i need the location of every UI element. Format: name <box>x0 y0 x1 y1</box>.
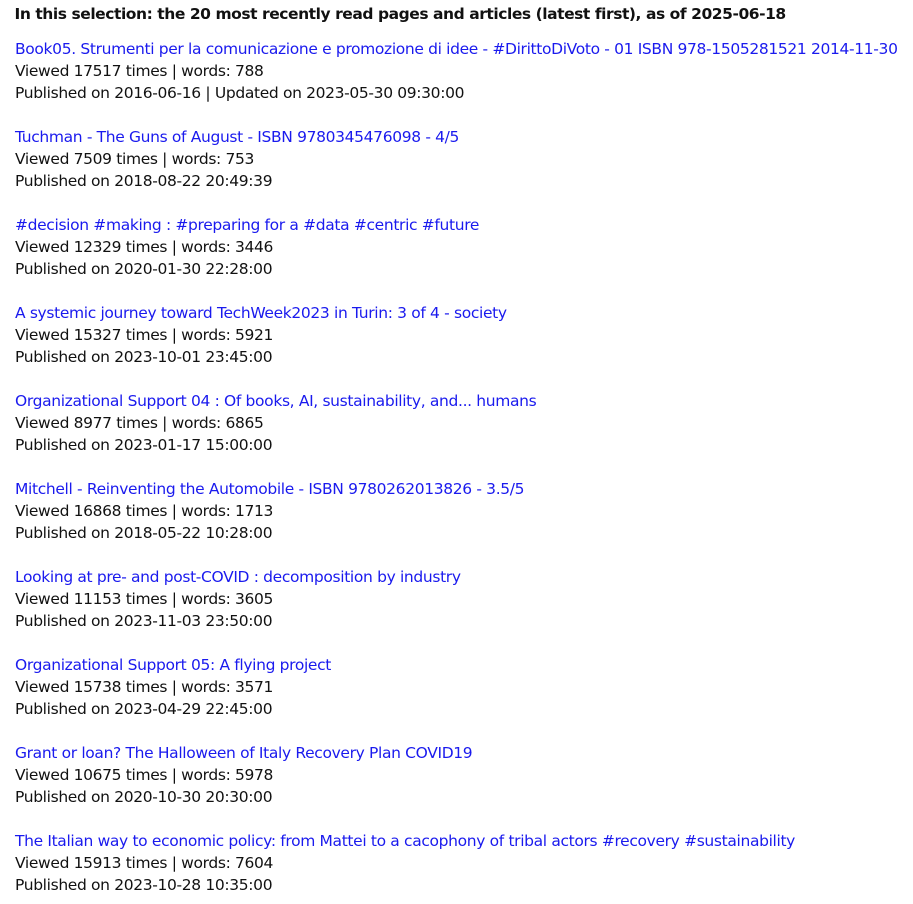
article-link[interactable]: A systemic journey toward TechWeek2023 in Turin: 3 of 4 - society <box>15 304 507 322</box>
article-stats: Viewed 15738 times | words: 3571 <box>15 678 274 696</box>
article-published: Published on 2018-05-22 10:28:00 <box>15 524 273 542</box>
article-entry <box>15 126 913 192</box>
article-link[interactable]: Looking at pre- and post-COVID : decomposition by industry <box>15 568 461 586</box>
article-published: Published on 2020-01-30 22:28:00 <box>15 260 273 278</box>
article-stats: Viewed 7509 times | words: 753 <box>15 150 255 168</box>
article-link[interactable]: Tuchman - The Guns of August - ISBN 9780345476098 - 4/5 <box>15 128 460 146</box>
article-entry <box>15 214 913 280</box>
article-entry <box>15 566 913 632</box>
article-link[interactable]: Mitchell - Reinventing the Automobile - ISBN 9780262013826 - 3.5/5 <box>15 480 525 498</box>
article-link[interactable]: Organizational Support 05: A flying project <box>15 656 332 674</box>
article-entry <box>15 830 913 896</box>
article-stats: Viewed 15913 times | words: 7604 <box>15 854 274 872</box>
article-stats: Viewed 12329 times | words: 3446 <box>15 238 274 256</box>
article-published: Published on 2023-01-17 15:00:00 <box>15 436 273 454</box>
article-link[interactable]: Organizational Support 04 : Of books, AI, sustainability, and... humans <box>15 392 537 410</box>
article-published: Published on 2018-08-22 20:49:39 <box>15 172 273 190</box>
article-stats: Viewed 11153 times | words: 3605 <box>15 590 274 608</box>
article-entry <box>15 302 913 368</box>
article-link[interactable]: #decision #making : #preparing for a #data #centric #future <box>15 216 480 234</box>
article-stats: Viewed 10675 times | words: 5978 <box>15 766 274 784</box>
article-entry <box>15 742 913 808</box>
article-entry <box>15 390 913 456</box>
article-entry <box>15 38 913 104</box>
article-link[interactable]: Grant or loan? The Halloween of Italy Recovery Plan COVID19 <box>15 744 473 762</box>
article-stats: Viewed 15327 times | words: 5921 <box>15 326 274 344</box>
article-published: Published on 2023-04-29 22:45:00 <box>15 700 273 718</box>
article-link[interactable]: Book05. Strumenti per la comunicazione e promozione di idee - #DirittoDiVoto - 01 ISBN 978-1505281521 2014-11-30 <box>15 40 898 58</box>
article-stats: Viewed 17517 times | words: 788 <box>15 62 264 80</box>
article-link[interactable]: The Italian way to economic policy: from Mattei to a cacophony of tribal actors #recovery #sustainability <box>15 832 795 850</box>
selection-heading: In this selection: the 20 most recently read pages and articles (latest first), as of 2025-06-18 <box>14 5 786 23</box>
article-entry <box>15 654 913 720</box>
article-published: Published on 2023-10-28 10:35:00 <box>15 876 273 894</box>
article-published: Published on 2023-11-03 23:50:00 <box>15 612 273 630</box>
article-published: Published on 2020-10-30 20:30:00 <box>15 788 273 806</box>
article-entry <box>15 478 913 544</box>
article-stats: Viewed 16868 times | words: 1713 <box>15 502 274 520</box>
article-stats: Viewed 8977 times | words: 6865 <box>15 414 264 432</box>
article-published: Published on 2016-06-16 | Updated on 2023-05-30 09:30:00 <box>15 84 465 102</box>
article-published: Published on 2023-10-01 23:45:00 <box>15 348 273 366</box>
